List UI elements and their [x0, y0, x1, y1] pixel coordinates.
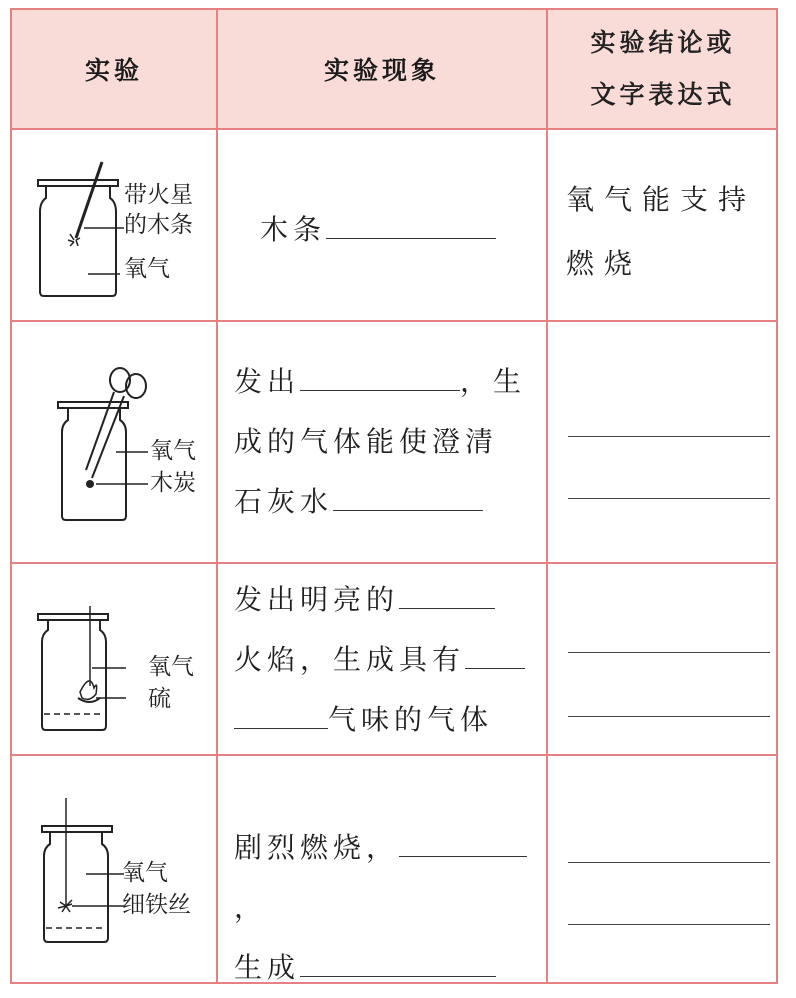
- label-splint-line2: 的木条: [124, 212, 193, 238]
- column-divider: [216, 10, 218, 982]
- answer-blank[interactable]: [326, 208, 496, 239]
- header-experiment-label: 实验: [84, 56, 143, 85]
- row4-line2: [234, 938, 544, 998]
- row3-line2-text: 火焰，生成具有: [234, 643, 466, 676]
- row4-line1-prefix: 剧烈燃烧，: [234, 831, 400, 864]
- row3-line1: [234, 570, 544, 630]
- row-divider: [12, 754, 776, 756]
- label-oxygen: 氧气: [150, 438, 196, 464]
- label-charcoal: 木炭: [150, 470, 196, 496]
- column-divider: [546, 10, 548, 982]
- answer-line[interactable]: [568, 924, 770, 925]
- row3-line3-suffix: 气味的气体: [328, 703, 494, 736]
- row3-line2: [234, 630, 544, 690]
- row1-phenomenon: [260, 200, 540, 260]
- row4-line1: [234, 818, 544, 938]
- header-phenomenon: [218, 10, 546, 128]
- answer-blank[interactable]: [399, 826, 527, 857]
- answer-line[interactable]: [568, 652, 770, 653]
- row2-line2: 成的气体能使澄清: [234, 425, 499, 458]
- experiment-table: [10, 8, 778, 984]
- header-conclusion-line2: 文字表达式: [590, 80, 736, 109]
- row1-phenomenon-prefix: 木条: [260, 213, 327, 246]
- row2-line3-prefix: 石灰水: [234, 485, 334, 518]
- answer-line[interactable]: [568, 862, 770, 863]
- row2-line1: [234, 352, 544, 412]
- row3-phenomenon: [234, 570, 544, 750]
- label-iron-wire: 细铁丝: [122, 892, 191, 918]
- row1-conclusion: [566, 168, 776, 296]
- row2-line1-prefix: 发出: [234, 365, 301, 398]
- answer-blank[interactable]: [300, 946, 496, 977]
- header-conclusion-line1: 实验结论或: [590, 28, 736, 57]
- label-splint-line1: 带火星: [124, 182, 193, 208]
- row3-line3: [234, 690, 544, 750]
- row2-line3: [234, 472, 544, 532]
- row-divider: [12, 320, 776, 322]
- label-sulfur: 硫: [148, 686, 171, 712]
- label-oxygen: 氧气: [122, 860, 168, 886]
- answer-line[interactable]: [568, 436, 770, 437]
- answer-blank[interactable]: [333, 480, 483, 511]
- row1-conclusion-line1: 氧气能支持: [566, 183, 757, 216]
- answer-line[interactable]: [568, 498, 770, 499]
- row1-conclusion-line2: 燃烧: [566, 247, 643, 280]
- row2-phenomenon: [234, 352, 544, 532]
- row4-phenomenon: [234, 818, 544, 998]
- row-divider: [12, 562, 776, 564]
- answer-blank[interactable]: [399, 578, 495, 609]
- answer-blank[interactable]: [300, 360, 460, 391]
- label-oxygen: 氧气: [148, 654, 194, 680]
- oxygen-bottle-sulfur-figure: [36, 606, 156, 736]
- answer-blank[interactable]: [234, 698, 328, 729]
- header-phenomenon-label: 实验现象: [323, 56, 440, 85]
- row2-line1-suffix: ，生: [460, 365, 527, 398]
- answer-blank[interactable]: [465, 638, 525, 669]
- row4-line2-prefix: 生成: [234, 951, 301, 984]
- row3-line1-text: 发出明亮的: [234, 583, 400, 616]
- header-experiment: [12, 10, 216, 128]
- label-oxygen: 氧气: [124, 256, 170, 282]
- row4-line1-suffix: ，: [234, 891, 268, 924]
- answer-line[interactable]: [568, 716, 770, 717]
- header-conclusion: [548, 10, 778, 128]
- row-divider: [12, 128, 776, 130]
